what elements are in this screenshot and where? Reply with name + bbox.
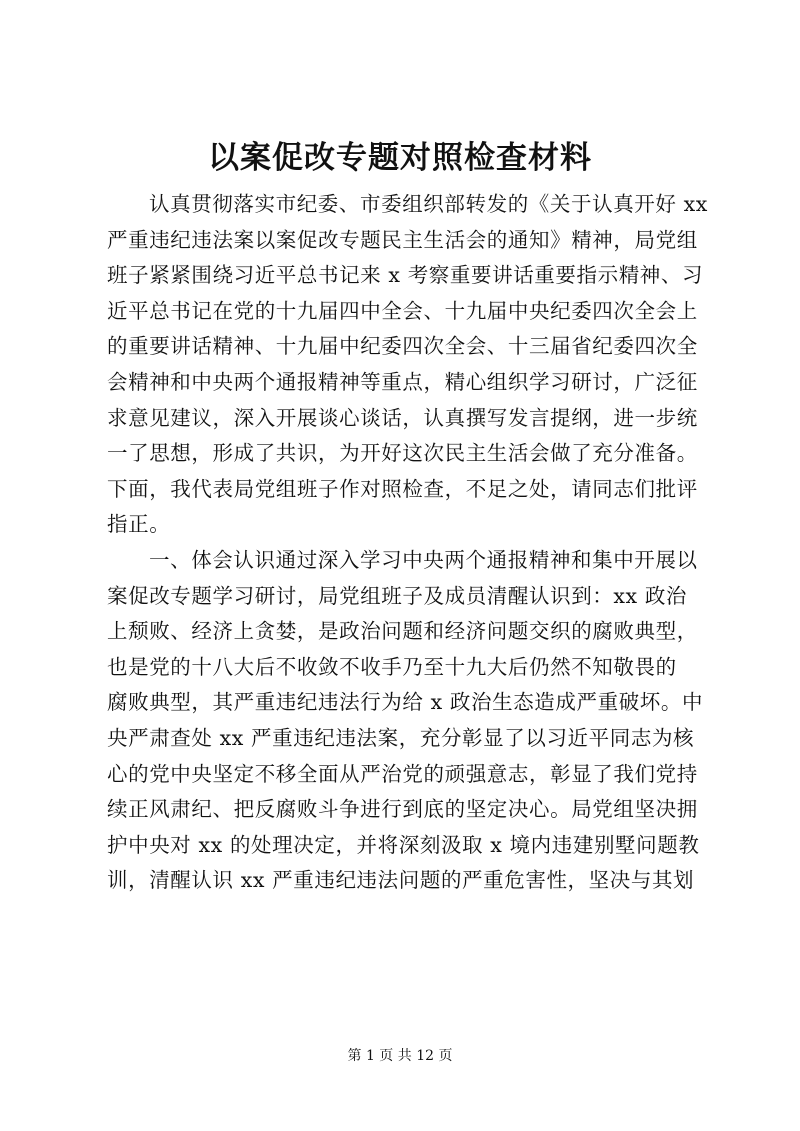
- body-line: 心的党中央坚定不移全面从严治党的顽强意志，彰显了我们党持: [107, 761, 698, 786]
- body-line: 的重要讲话精神、十九届中纪委四次全会、十三届省纪委四次全: [107, 334, 698, 359]
- body-line: 央严肃查处 xx 严重违纪违法案，充分彰显了以习近平同志为核: [107, 725, 695, 750]
- body-line: 也是党的十八大后不收敛不收手乃至十九大后仍然不知敬畏的: [107, 654, 677, 679]
- body-line: 严重违纪违法案以案促改专题民主生活会的通知》精神，局党组: [107, 227, 698, 252]
- body-line: 近平总书记在党的十九届四中全会、十九届中央纪委四次全会上: [107, 298, 698, 323]
- body-line: 会精神和中央两个通报精神等重点，精心组织学习研讨，广泛征: [107, 369, 698, 394]
- body-line: 下面，我代表局党组班子作对照检查，不足之处，请同志们批评: [107, 476, 698, 501]
- body-line: 一了思想，形成了共识，为开好这次民主生活会做了充分准备。: [107, 441, 698, 466]
- document-body: [107, 187, 707, 899]
- body-line: 护中央对 xx 的处理决定，并将深刻汲取 x 境内违建别墅问题教: [107, 832, 700, 857]
- body-line: 指正。: [107, 512, 171, 537]
- body-line: 求意见建议，深入开展谈心谈话，认真撰写发言提纲，进一步统: [107, 405, 698, 430]
- body-line: 案促改专题学习研讨，局党组班子及成员清醒认识到：xx 政治: [107, 583, 688, 608]
- body-line: 认真贯彻落实市纪委、市委组织部转发的《关于认真开好 xx: [149, 192, 708, 216]
- document-title: 以案促改专题对照检查材料: [208, 140, 592, 176]
- body-line: 上颓败、经济上贪婪，是政治问题和经济问题交织的腐败典型，: [107, 619, 698, 644]
- body-line: 腐败典型，其严重违纪违法行为给 x 政治生态造成严重破坏。中: [107, 690, 704, 715]
- body-line: 续正风肃纪、把反腐败斗争进行到底的坚定决心。局党组坚决拥: [107, 797, 698, 822]
- body-line: 训，清醒认识 xx 严重违纪违法问题的严重危害性，坚决与其划: [107, 868, 695, 893]
- body-line: 一、体会认识通过深入学习中央两个通报精神和集中开展以: [149, 547, 698, 572]
- page-footer: 第 1 页 共 12 页: [347, 1048, 453, 1064]
- body-line: 班子紧紧围绕习近平总书记来 x 考察重要讲话重要指示精神、习: [107, 263, 704, 288]
